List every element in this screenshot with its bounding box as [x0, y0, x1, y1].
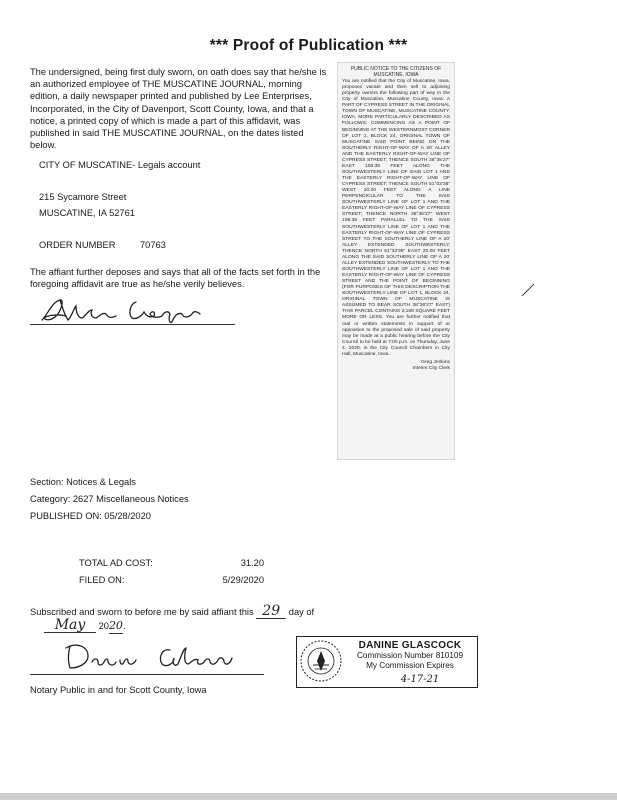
subscribed-month-line: May 2020. [44, 618, 126, 634]
stamp-name: DANINE GLASCOCK [358, 640, 462, 651]
subscribed-day: 29 [256, 604, 286, 619]
customer-city: MUSCATINE, IA 52761 [39, 208, 135, 218]
customer-street: 215 Sycamore Street [39, 192, 127, 202]
notary-signature [62, 640, 242, 674]
customer-name: CITY OF MUSCATINE- Legals account [39, 160, 201, 170]
affidavit-intro: The undersigned, being first duly sworn, on oath does say that he/she is an authorized employee of THE MUSCATINE JOURNAL, morning edition, a daily newspaper printed and published by Lee Enterprises, Incorporated, in the City of Davenport, Scott County, Iowa, and that a notice, a printed copy of which is made a part of this affidavit, was published in said THE MUSCATINE JOURNAL, on the dates listed below. [30, 67, 327, 151]
clipping-signer: Greg Jenkins [421, 359, 450, 365]
affiant-statement: The affiant further deposes and says that all of the facts set forth in the foregoing affidavit are true as he/she verily believes. [30, 267, 321, 290]
order-number-value: 70763 [140, 240, 166, 250]
total-ad-cost-label: TOTAL AD COST: [79, 558, 153, 568]
clipping-body: You are notified that the City of Muscatine, Iowa, proposes vacate and then sell to adjoining property owners the following part of way in the City of Muscatine, Muscatine County, Iowa: A PART OF CYPRESS STREET IN THE ORIGINAL TOWN OF MUSCATINE, MUSCATINE COUNTY, IOWA, MORE PARTICULARLY DESCRIBED AS FOLLOWS: COMMENCING AS A POINT OF BEGINNING AT THE WESTERNMOST CORNER OF LOT 1, BLOCK 24, ORIGINAL TOWN OF MUSCATINE SAID POINT BEING ON THE SOUTHERLY RIGHT-OF-WAY OF A 20' ALLEY AND THE EASTERLY RIGHT-OF-WAY LINE OF CYPRESS STREET; THENCE SOUTH 38°35'27" EAST 108.38 FEET ALONG THE SOUTHWESTERLY LINE OF SAID LOT 1 AND THE EASTERLY RIGHT-OF-WAY LINE OF CYPRESS STREET; THENCE SOUTH 51°03'38" WEST 20.00 FEET ALONG A LINE PERPENDICULAR TO THE SAID SOUTHWESTERLY LINE OF LOT 1 AND THE EASTERLY RIGHT-OF-WAY LINE OF CYPRESS STREET; THENCE NORTH 38°36'27" WEST 108.38 FEET PARALLEL TO THE SAID SOUTHWESTERLY LINE OF LOT 1 AND THE EASTERLY RIGHT-OF-WAY LINE OF CYPRESS STREET TO THE SOUTHERLY LINE OF A 20' ALLEY EXTENDED SOUTHWESTERLY; THENCE NORTH 51°33'38" EAST 20.00 FEET ALONG THE SAID SOUTHERLY LINE OF A 20' ALLEY EXTENDED SOUTHWESTERLY TO THE SOUTHWESTERLY LINE OF LOT 1 AND THE EASTERLY RIGHT-OF-WAY LINE OF CYPRESS STREET AND THE POINT OF BEGINNING (FOR PURPOSES OF THIS DESCRIPTION THE SOUTHWESTERLY LINE OF LOT 1, BLOCK 24, ORIGINAL TOWN OF MUSCATINE IS ASSUMED TO BEAR SOUTH 38°36'27" EAST) THIS PARCEL CONTAINS 2,168 SQUARE FEET MORE OR LESS. You are further notified that oral or written statements in support of or opposition to the proposed sale of said property may be made at a public hearing before the City Council to be held at 7:00 p.m. on Thursday, June 4, 2020, in the City Council Chambers in City Hall, Muscatine, Iowa. [342, 79, 450, 357]
pencil-mark [520, 282, 536, 298]
scan-edge-bar [0, 793, 617, 800]
total-ad-cost-value: 31.20 [240, 558, 264, 568]
stamp-expires-date: 4-17-21 [400, 674, 440, 685]
clipping-signer-title: Interim City Clerk [412, 365, 450, 371]
stamp-commission-number: Commission Number 810109 [356, 651, 464, 660]
affiant-signature [38, 296, 210, 326]
subscribed-month: May [44, 618, 96, 633]
notary-stamp [296, 636, 478, 688]
subscribed-day-of: day of [288, 607, 315, 617]
notary-seal-icon [299, 639, 343, 683]
notary-signature-line [30, 674, 264, 675]
stamp-expires-label: My Commission Expires [366, 661, 454, 670]
section-line: Section: Notices & Legals [30, 477, 136, 487]
subscribed-text: Subscribed and sworn to before me by said affiant this [30, 607, 254, 617]
filed-on-value: 5/29/2020 [222, 575, 264, 585]
newspaper-clipping [337, 62, 455, 460]
subscribed-year-prefix: 20 [98, 621, 109, 631]
page-title: *** Proof of Publication *** [209, 37, 408, 54]
clipping-heading: PUBLIC NOTICE TO THE CITIZENS OF MUSCATINE, IOWA [350, 66, 442, 78]
category-line: Category: 2627 Miscellaneous Notices [30, 494, 189, 504]
affiant-signature-line [30, 324, 235, 325]
published-on-line: PUBLISHED ON: 05/28/2020 [30, 511, 151, 521]
order-number-label: ORDER NUMBER [39, 240, 116, 250]
filed-on-label: FILED ON: [79, 575, 125, 585]
subscribed-year: 20 [108, 619, 123, 632]
notary-caption: Notary Public in and for Scott County, Iowa [30, 685, 207, 695]
